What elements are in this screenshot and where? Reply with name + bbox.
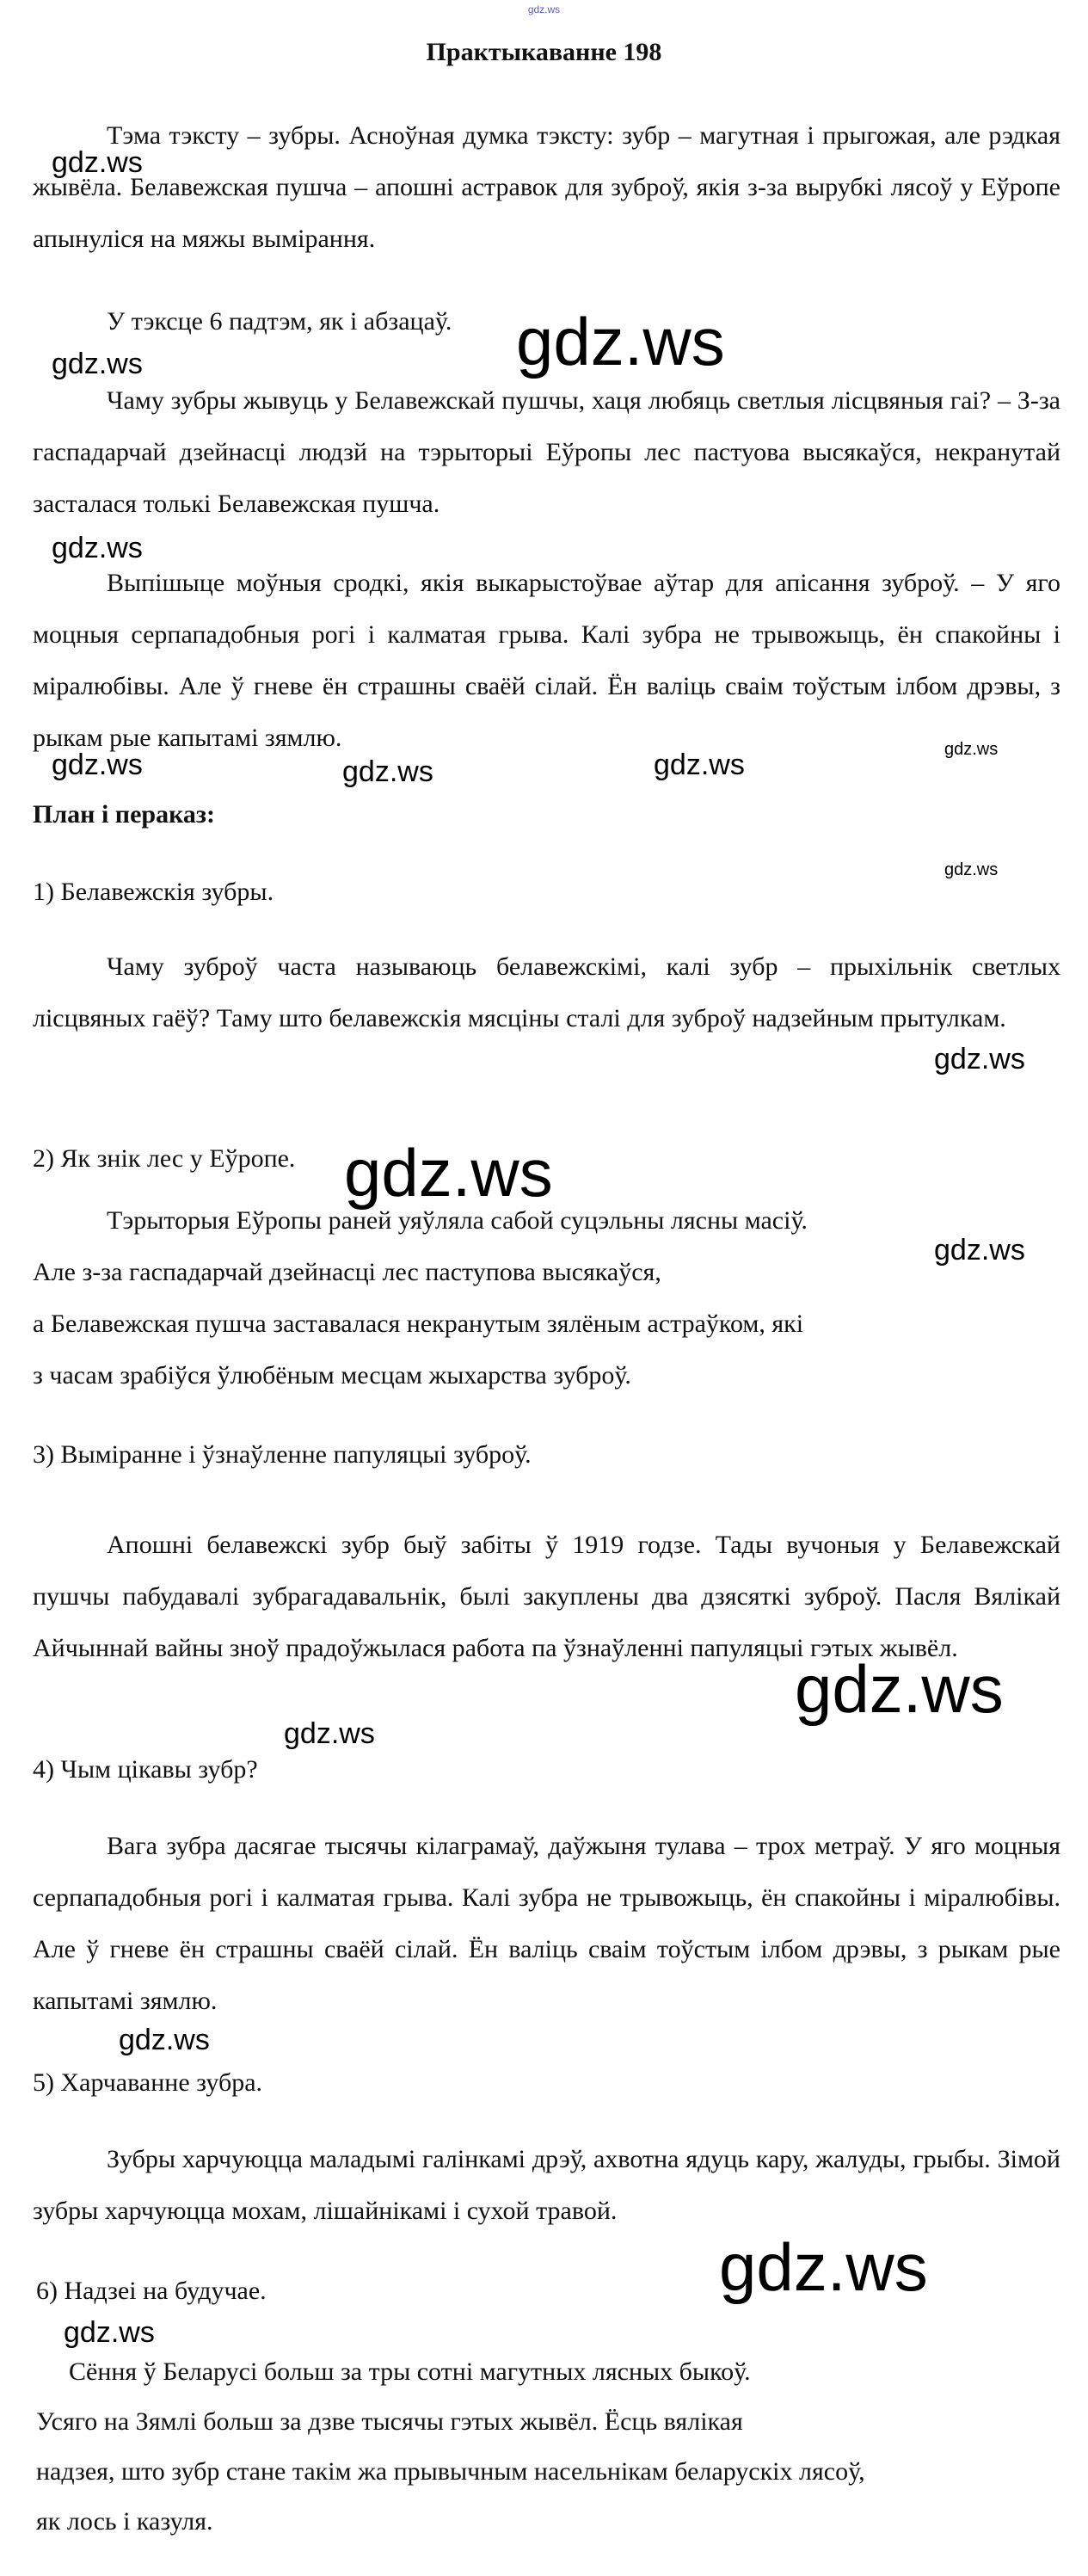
plan-text-2-line-4: з часам зрабіўся ўлюбёным месцам жыхарства зуброў. bbox=[33, 1361, 631, 1390]
watermark: gdz.ws bbox=[795, 1651, 1004, 1727]
plan-text-2-line-1: Тэрыторыя Еўропы раней уяўляла сабой суцэльны лясны масіў. bbox=[107, 1206, 808, 1235]
plan-text-6-line-4: як лось і казуля. bbox=[36, 2507, 213, 2536]
plan-item-4: 4) Чым цікавы зубр? bbox=[33, 1755, 258, 1784]
plan-item-1: 1) Белавежскія зубры. bbox=[33, 878, 274, 906]
watermark: gdz.ws bbox=[944, 860, 999, 879]
plan-text-2-line-3: а Белавежская пушча заставалася некранутым зялёным астраўком, які bbox=[33, 1310, 804, 1338]
plan-heading: План і пераказ: bbox=[33, 800, 215, 829]
watermark: gdz.ws bbox=[52, 749, 143, 781]
watermark: gdz.ws bbox=[52, 532, 143, 564]
paragraph-question-2: Выпішыце моўныя сродкі, якія выкарыстоўвае аўтар для апісання зуброў. – У яго моцныя серпападобныя рогі і калматая грыва. Калі зубра не трывожыць, ён спакойны і міралюбівы. Але ў гневе ён страшны сваёй сілай. Ён валіць сваім тоўстым ілбом дрэвы, з рыкам рые капытамі зямлю. bbox=[33, 569, 1060, 752]
plan-text-2-line-2: Але з-за гаспадарчай дзейнасці лес паступова высякаўся, bbox=[33, 1258, 661, 1286]
watermark: gdz.ws bbox=[52, 348, 143, 380]
paragraph-subtopics: У тэксце 6 падтэм, як і абзацаў. bbox=[107, 307, 452, 336]
plan-text-6-line-3: надзея, што зубр стане такім жа прывычным насельнікам беларускіх лясоў, bbox=[36, 2457, 865, 2486]
watermark: gdz.ws bbox=[934, 1043, 1025, 1075]
watermark: gdz.ws bbox=[52, 146, 143, 179]
watermark: gdz.ws bbox=[344, 1135, 553, 1211]
plan-text-5: Зубры харчуюцца маладымі галінкамі дрэў, ахвотна ядуць кару, жалуды, грыбы. Зімой зубры харчуюцца мохам, лішайнікамі і сухой травой. bbox=[33, 2145, 1060, 2225]
plan-text-6-line-1: Сёння ў Беларусі больш за тры сотні магутных лясных быкоў. bbox=[69, 2357, 751, 2386]
top-watermark: gdz.ws bbox=[527, 3, 561, 15]
plan-item-6: 6) Надзеі на будучае. bbox=[36, 2277, 267, 2305]
watermark: gdz.ws bbox=[654, 749, 745, 781]
paragraph-question-1: Чаму зубры жывуць у Белавежскай пушчы, хаця любяць светлыя лісцвяныя гаі? – З-за гаспадарчай дзейнасці людзй на тэрыторыі Еўропы лес пастуова высякаўся, некранутай засталася толькі Белавежская пушча. bbox=[33, 386, 1060, 518]
watermark: gdz.ws bbox=[284, 1717, 375, 1750]
watermark: gdz.ws bbox=[64, 2316, 155, 2349]
watermark: gdz.ws bbox=[342, 755, 433, 788]
plan-text-4: Вага зубра дасягае тысячы кілаграмаў, даўжыня тулава – трох метраў. У яго моцныя серпападобныя рогі і калматая грыва. Калі зубра не трывожыць, ён спакойны і міралюбівы. Але ў гневе ён страшны сваёй сілай. Ён валіць сваім тоўстым ілбом дрэвы, з рыкам рые капытамі зямлю. bbox=[33, 1832, 1060, 2015]
watermark: gdz.ws bbox=[934, 1234, 1025, 1266]
plan-item-5: 5) Харчаванне зубра. bbox=[33, 2068, 263, 2097]
plan-text-6-line-2: Усяго на Зямлі больш за дзве тысячы гэтых жывёл. Ёсць вялікая bbox=[36, 2407, 743, 2436]
watermark: gdz.ws bbox=[719, 2229, 928, 2305]
plan-item-3: 3) Выміранне і ўзнаўленне папуляцыі зуброў. bbox=[33, 1440, 532, 1469]
plan-item-2: 2) Як знік лес у Еўропе. bbox=[33, 1144, 296, 1173]
watermark: gdz.ws bbox=[944, 740, 999, 759]
watermark: gdz.ws bbox=[119, 2024, 210, 2056]
watermark: gdz.ws bbox=[516, 304, 725, 379]
plan-text-1: Чаму зуброў часта называюць белавежскімі, калі зубр – прыхільнік светлых лісцвяных гаёў? Таму што белавежскія мясціны сталі для зуброў надзейным прытулкам. bbox=[33, 952, 1060, 1032]
page-title: Практыкаванне 198 bbox=[426, 38, 662, 66]
paragraph-theme: Тэма тэксту – зубры. Асноўная думка тэксту: зубр – магутная і прыгожая, але рэдкая жывёла. Белавежская пушча – апошні астравок для зуброў, якія з-за вырубкі лясоў у Еўропе апынуліся на мяжы вымірання. bbox=[33, 121, 1060, 253]
plan-text-3: Апошні белавежскі зубр быў забіты ў 1919 годзе. Тады вучоныя у Белавежскай пушчы пабудавалі зубрагадавальнік, былі закуплены два дзясяткі зуброў. Пасля Вялікай Айчыннай вайны зноў прадоўжылася работа па ўзнаўленні папуляцыі гэтых жывёл. bbox=[33, 1531, 1060, 1662]
